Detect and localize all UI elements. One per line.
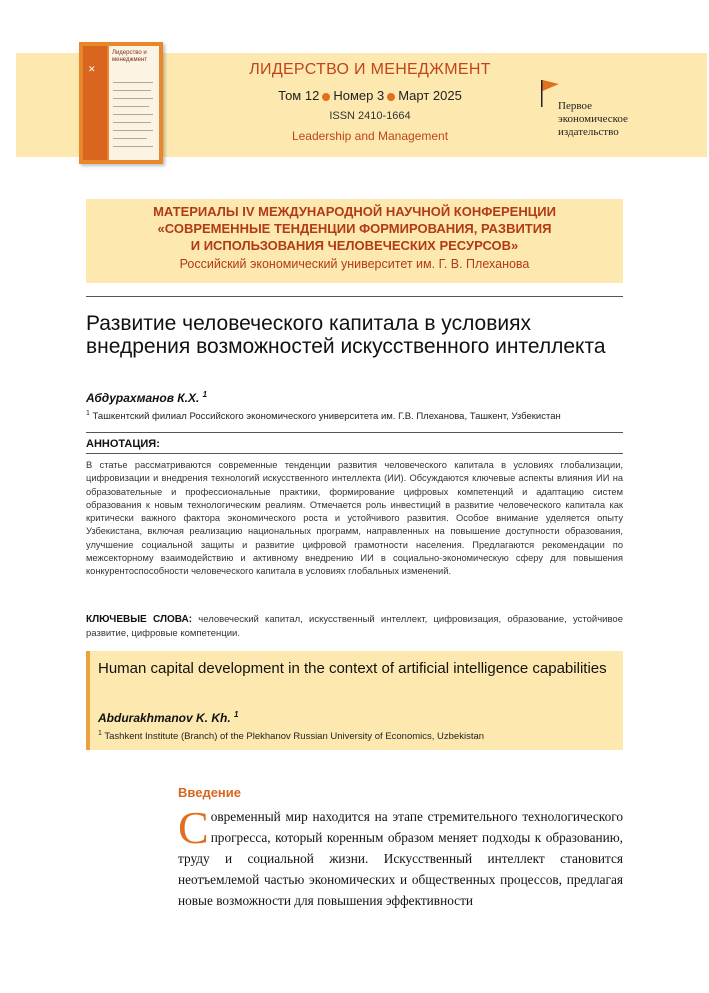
conference-line-3: И ИСПОЛЬЗОВАНИЯ ЧЕЛОВЕЧЕСКИХ РЕСУРСОВ» [190, 238, 519, 253]
banner-stripe [86, 651, 90, 750]
conference-line-2: «СОВРЕМЕННЫЕ ТЕНДЕНЦИИ ФОРМИРОВАНИЯ, РАЗВИТИЯ [157, 221, 552, 236]
article-authors [86, 390, 207, 405]
journal-issn: ISSN 2410-1664 [329, 110, 411, 122]
cover-line [113, 90, 151, 91]
journal-title-en: Leadership and Management [291, 129, 449, 143]
cover-logo-icon: ✕ [88, 64, 96, 74]
publisher-flag-icon [540, 78, 560, 108]
english-abstract-banner [86, 651, 623, 750]
english-author-superscript: 1 [234, 710, 239, 719]
english-affiliation-superscript: 1 [98, 730, 102, 737]
section-heading-introduction: Введение [178, 785, 241, 800]
drop-cap: С [178, 802, 209, 853]
cover-line [113, 146, 153, 147]
journal-volume: Том 12 [278, 88, 320, 103]
article-title: Развитие человеческого капитала в условиях внедрения возможностей искусственного интеллекта [86, 312, 606, 358]
author-superscript: 1 [202, 390, 208, 399]
cover-line [113, 82, 153, 83]
cover-line [113, 130, 153, 131]
english-affiliation [98, 730, 484, 742]
journal-date: Март 2025 [398, 88, 462, 103]
journal-title: ЛИДЕРСТВО И МЕНЕДЖМЕНТ [249, 61, 491, 78]
affiliation-text: Ташкентский филиал Российского экономического университета им. Г.В. Плеханова, Ташкент, Узбекистан [92, 411, 561, 423]
english-affiliation-text: Tashkent Institute (Branch) of the Plekhanov Russian University of Economics, Uzbekistan [104, 731, 485, 743]
publisher-name: Первое экономическое издательство [558, 100, 628, 138]
conference-banner [86, 199, 623, 283]
cover-line [113, 106, 149, 107]
keywords-label: КЛЮЧЕВЫЕ СЛОВА: [86, 614, 193, 625]
author-name: Абдурахманов К.Х. [86, 391, 200, 405]
bullet-dot-icon [387, 93, 395, 101]
journal-cover-image [79, 42, 163, 164]
affiliation-superscript: 1 [86, 410, 90, 417]
divider [86, 453, 623, 454]
author-affiliation [86, 410, 561, 422]
keywords-text: человеческий капитал, искусственный интеллект, цифровизация, образование, устойчивое развитие, цифровые компетенции. [86, 614, 623, 639]
cover-line [113, 114, 153, 115]
introduction-text: овременный мир находится на этапе стремительного технологического прогресса, который коренным образом меняет подходы к образованию, труду и социальной жизни. Искусственный интеллект становится неотъемлемой частью экономических и общественных процессов, предлагая новые возможности для повышения эффективности [178, 809, 623, 908]
journal-issue-info [180, 88, 560, 103]
conference-university: Российский экономический университет им. Г. В. Плеханова [179, 257, 530, 271]
divider [86, 296, 623, 297]
keywords [86, 613, 623, 640]
english-title: Human capital development in the context of artificial intelligence capabilities [98, 660, 607, 677]
divider [86, 432, 623, 433]
cover-line [113, 98, 153, 99]
annotation-heading: АННОТАЦИЯ: [86, 438, 160, 450]
cover-line [113, 122, 151, 123]
annotation-text: В статье рассматриваются современные тенденции развития человеческого капитала в условиях глобализации, цифровизации и внедрения технологий искусственного интеллекта (ИИ). Обсуждаются ключевые аспекты влияния ИИ на образовательные и профессиональные практики, формирование цифровых компетенций и адаптацию систем образования к новым технологическим реалиям. Отмечается роль инвестиций в развитие человеческого капитала как критически важного фактора экономического роста и устойчивого развития. Особое внимание уделяется опыту Узбекистана, включая реализацию национальных программ, направленных на повышение доступности образования, улучшение социальной защиты и развитие цифровой грамотности населения. Предлагаются рекомендации по межсекторному взаимодействию и активному внедрению ИИ в социально-экономическую сферу для повышения конкурентоспособности человеческого капитала в условиях глобальных изменений. [86, 460, 623, 577]
english-author-name: Abdurakhmanov K. Kh. [98, 711, 231, 725]
introduction-body [178, 802, 623, 911]
cover-title: Лидерство и менеджмент [112, 50, 148, 63]
journal-issue: Номер 3 [333, 88, 385, 103]
cover-line [113, 138, 147, 139]
english-author [98, 710, 238, 725]
bullet-dot-icon [322, 93, 330, 101]
conference-line-1: МАТЕРИАЛЫ IV МЕЖДУНАРОДНОЙ НАУЧНОЙ КОНФЕРЕНЦИИ [153, 204, 556, 219]
